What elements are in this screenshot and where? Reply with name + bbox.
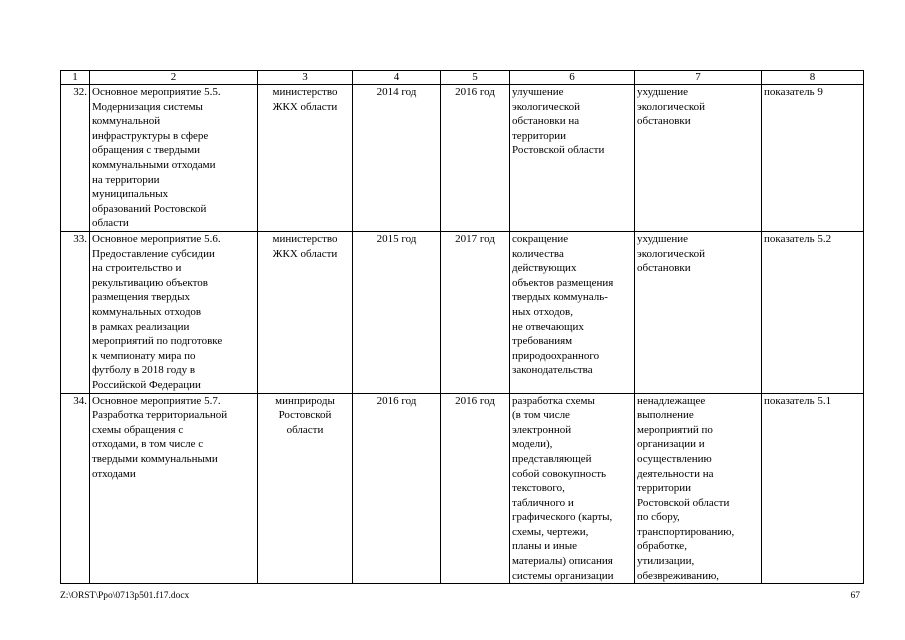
column-header: 7 bbox=[635, 71, 762, 85]
row-number: 34. bbox=[61, 393, 90, 584]
executor-cell: министерство ЖКХ области bbox=[258, 85, 353, 232]
column-header: 8 bbox=[762, 71, 864, 85]
end-year-cell: 2016 год bbox=[441, 85, 510, 232]
column-header: 2 bbox=[90, 71, 258, 85]
column-header: 5 bbox=[441, 71, 510, 85]
measure-title: Основное мероприятие 5.7. Разработка территориальной схемы обращения с отходами, в том числе с твердыми коммунальными отходами bbox=[90, 393, 258, 584]
page-number: 67 bbox=[850, 591, 860, 601]
executor-cell: минприроды Ростовской области bbox=[258, 393, 353, 584]
row-number: 32. bbox=[61, 85, 90, 232]
table-row bbox=[61, 393, 864, 584]
header-row bbox=[61, 71, 864, 85]
measures-table bbox=[60, 70, 864, 584]
consequence-cell: ненадлежащее выполнение мероприятий по организации и осуществлению деятельности на территории Ростовской области по сбору, транспортированию, обработке, утилизации, обезвреживанию, bbox=[635, 393, 762, 584]
end-year-cell: 2016 год bbox=[441, 393, 510, 584]
row-number: 33. bbox=[61, 232, 90, 394]
column-header: 6 bbox=[510, 71, 635, 85]
table-row bbox=[61, 85, 864, 232]
start-year-cell: 2014 год bbox=[353, 85, 441, 232]
executor-cell: министерство ЖКХ области bbox=[258, 232, 353, 394]
indicator-cell: показатель 5.2 bbox=[762, 232, 864, 394]
indicator-cell: показатель 9 bbox=[762, 85, 864, 232]
start-year-cell: 2016 год bbox=[353, 393, 441, 584]
footer-file-path: Z:\ORST\Ppo\0713p501.f17.docx bbox=[60, 591, 190, 601]
start-year-cell: 2015 год bbox=[353, 232, 441, 394]
consequence-cell: ухудшение экологической обстановки bbox=[635, 232, 762, 394]
measure-title: Основное мероприятие 5.5. Модернизация системы коммунальной инфраструктуры в сфере обращения с твердыми коммунальными отходами на территории муниципальных образований Ростовской области bbox=[90, 85, 258, 232]
indicator-cell: показатель 5.1 bbox=[762, 393, 864, 584]
expected-result-cell: разработка схемы (в том числе электронной модели), представляющей собой совокупность текстового, табличного и графического (карты, схемы, чертежи, планы и иные материалы) описания системы организации bbox=[510, 393, 635, 584]
column-header: 1 bbox=[61, 71, 90, 85]
measure-title: Основное мероприятие 5.6. Предоставление субсидии на строительство и рекультивацию объектов размещения твердых коммунальных отходов в рамках реализации мероприятий по подготовке к чемпионату мира по футболу в 2018 году в Российской Федерации bbox=[90, 232, 258, 394]
expected-result-cell: сокращение количества действующих объектов размещения твердых коммуналь- ных отходов, не отвечающих требованиям природоохранного законодательства bbox=[510, 232, 635, 394]
end-year-cell: 2017 год bbox=[441, 232, 510, 394]
column-header: 4 bbox=[353, 71, 441, 85]
table-row bbox=[61, 232, 864, 394]
expected-result-cell: улучшение экологической обстановки на территории Ростовской области bbox=[510, 85, 635, 232]
consequence-cell: ухудшение экологической обстановки bbox=[635, 85, 762, 232]
column-header: 3 bbox=[258, 71, 353, 85]
